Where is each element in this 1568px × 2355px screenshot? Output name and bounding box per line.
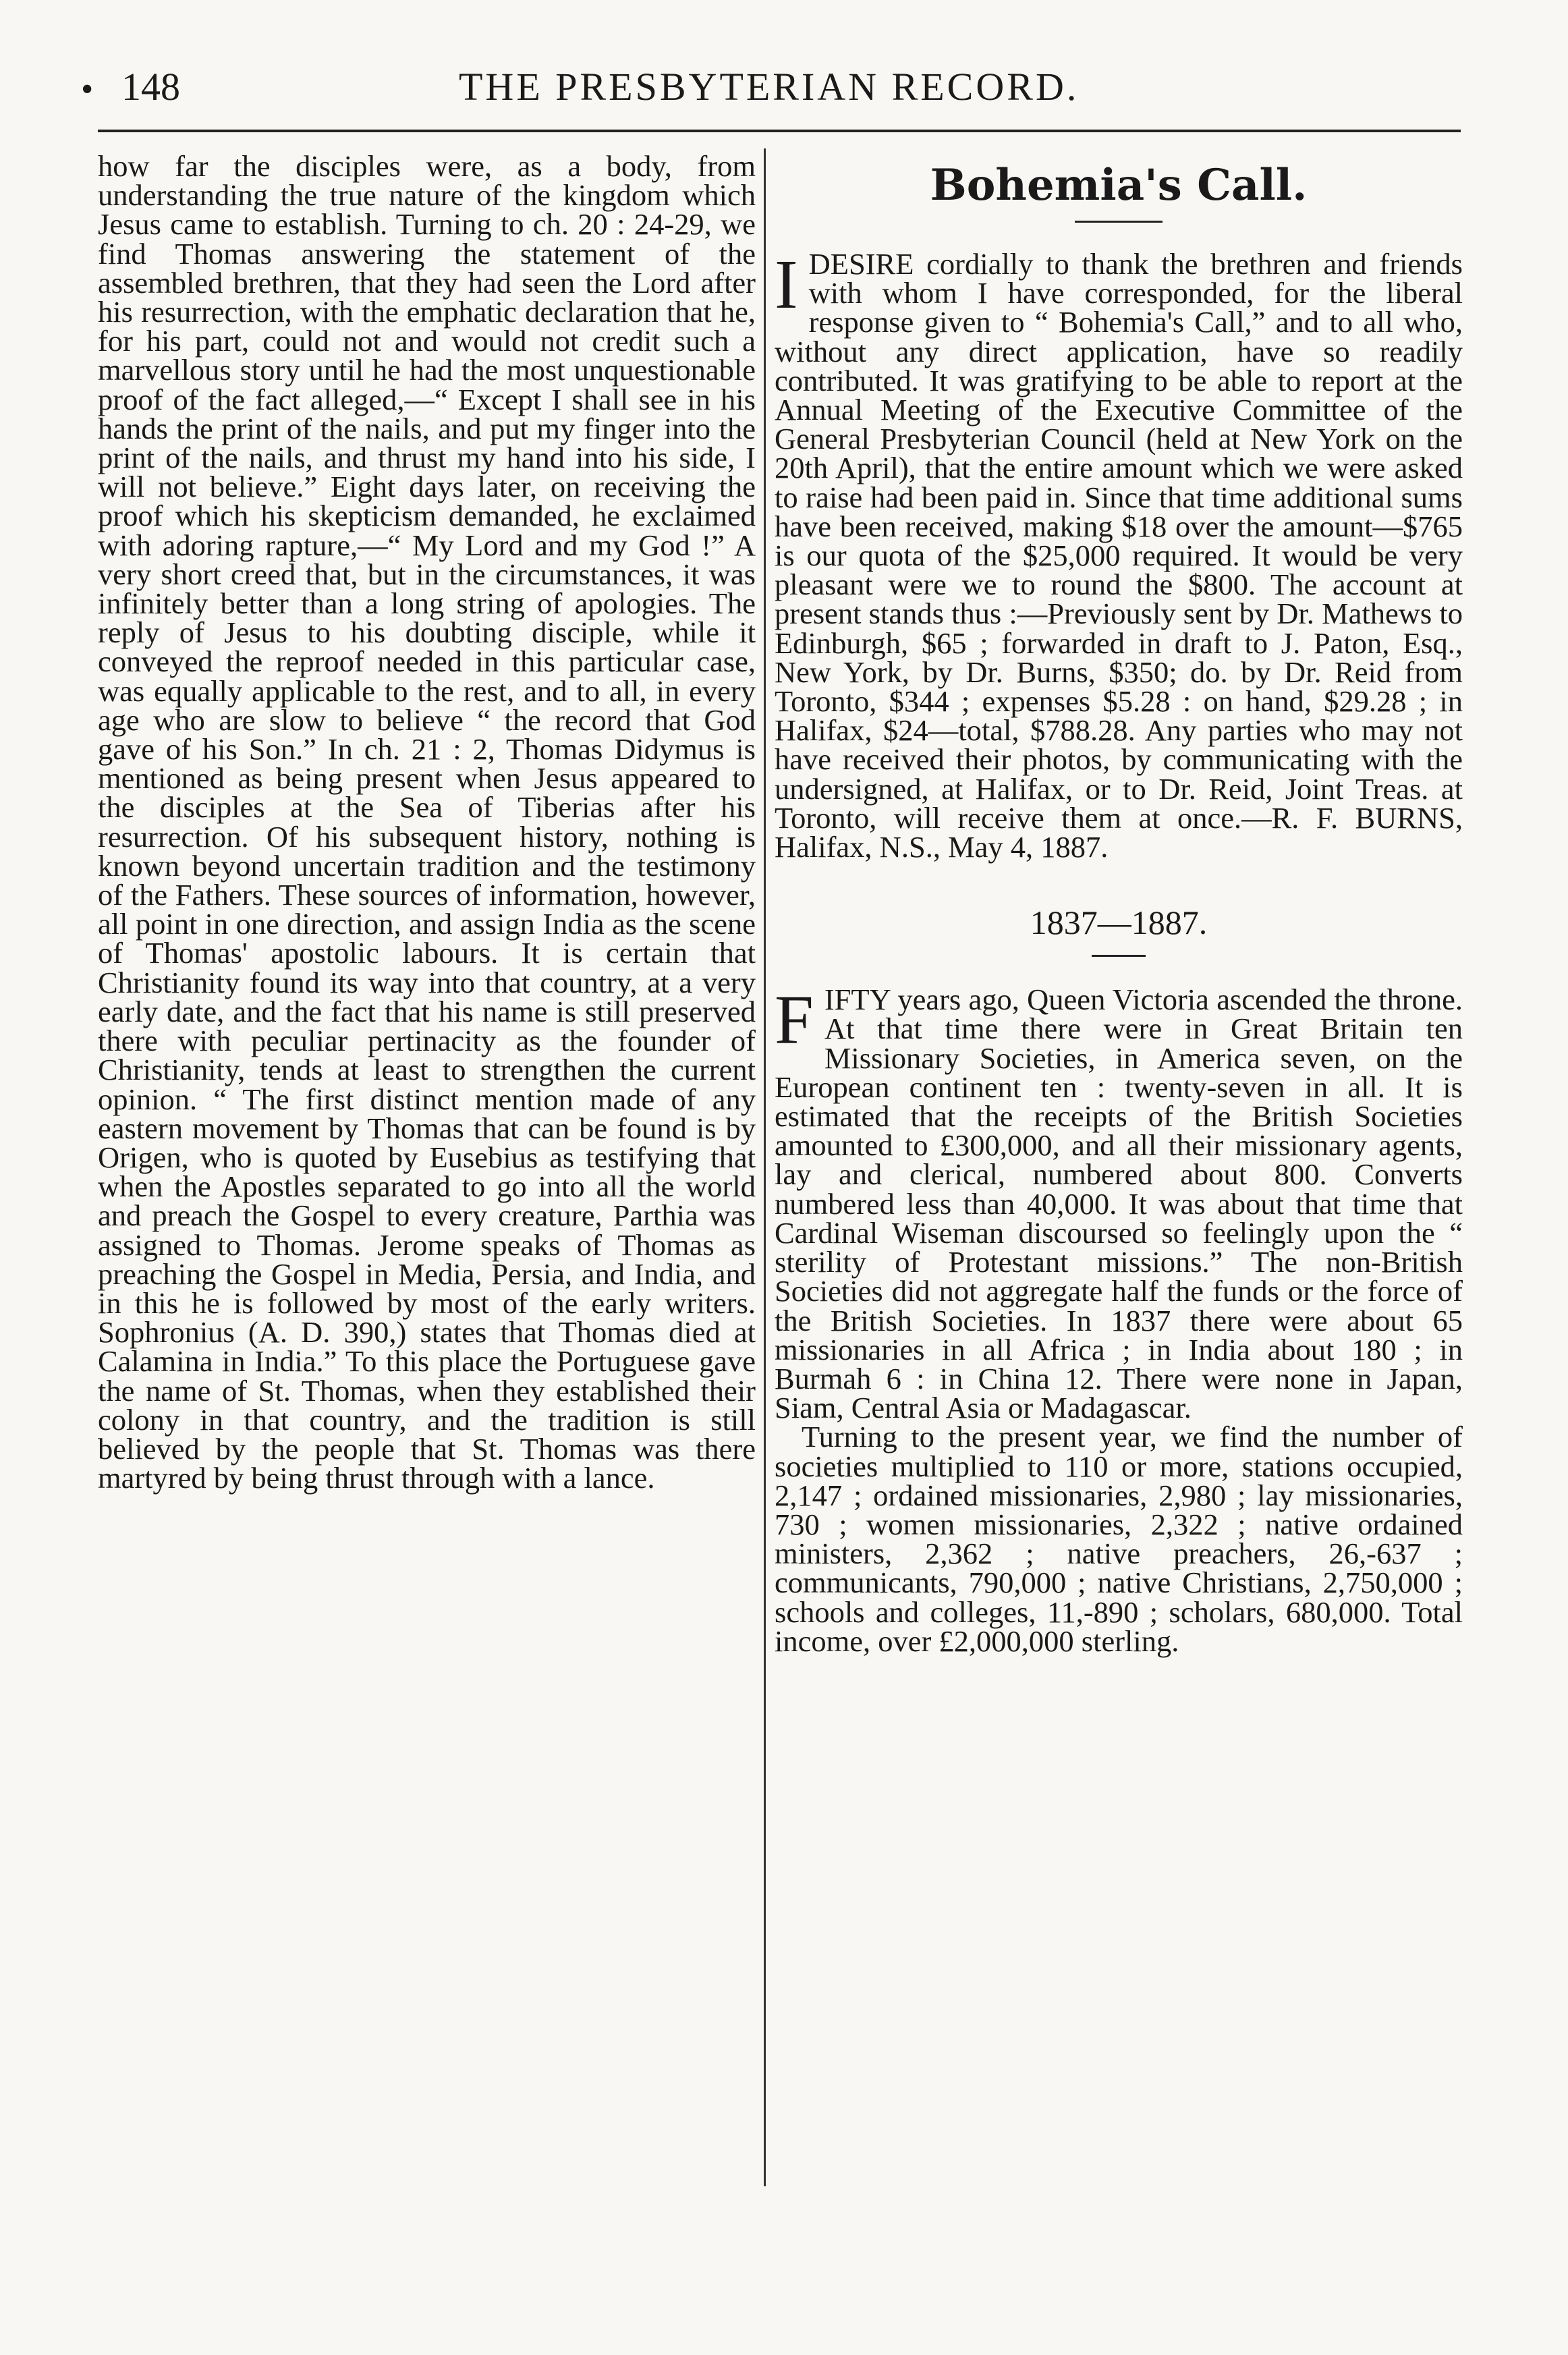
running-title: THE PRESBYTERIAN RECORD. xyxy=(459,65,1080,109)
page-number: 148 xyxy=(121,65,180,109)
jubilee-dropcap: F xyxy=(775,981,814,1059)
bohemia-paragraph xyxy=(775,246,1463,864)
left-column xyxy=(98,149,756,1495)
bohemia-dropcap: I xyxy=(775,246,798,323)
jubilee-title-rule xyxy=(1092,955,1146,957)
jubilee-paragraph-2: Turning to the present year, we find the number of societies multiplied to 110 or more, stations occupied, 2,147 ; ordained missionaries, 2,980 ; lay missionaries, 730 ; women missionaries, 2,322 ; native ordained ministers, 2,362 ; native preachers, 26,-637 ; communicants, 790,000 ; native Christians, 2,750,000 ; schools and colleges, 11,-890 ; scholars, 680,000. Total income, over £2,000,000 sterling. xyxy=(775,1420,1463,1658)
bohemia-title-rule xyxy=(1075,221,1163,223)
jubilee-paragraph-1 xyxy=(775,981,1463,1425)
jubilee-section-title: 1837—1887. xyxy=(1030,904,1208,942)
page-mark: • xyxy=(81,70,94,109)
bohemia-body: DESIRE cordially to thank the brethren and friends with whom I have corresponded, for the liberal response given to “ Bohemia's Call,” and to all who, without any direct application, have so readily contributed. It was gratifying to be able to report at the Annual Meeting of the Executive Committee of the General Presbyterian Council (held at New York on the 20th April), that the entire amount which we were asked to raise had been paid in. Since that time additional sums have been received, making $18 over the amount—$765 is our quota of the $25,000 required. It would be very pleasant were we to round the $800. The account at present stands thus :—Previously sent by Dr. Mathews to Edinburgh, $65 ; forwarded in draft to J. Paton, Esq., New York, by Dr. Burns, $350; do. by Dr. Reid from Toronto, $344 ; expenses $5.28 : on hand, $29.28 ; in Halifax, $24—total, $788.28. Any parties who may not have received their photos, by communicating with the undersigned, at Halifax, or to Dr. Reid, Joint Treas. at Toronto, will receive them at once.—R. F. BURNS, Halifax, N.S., May 4, 1887. xyxy=(775,247,1463,864)
left-column-paragraph: how far the disciples were, as a body, from understanding the true nature of the kingdom which Jesus came to establish. Turning to ch. 20 : 24-29, we find Thomas answering the statement of the assembled brethren, that they had seen the Lord after his resurrection, with the emphatic declaration that he, for his part, could not and would not credit such a marvellous story until he had the most unquestionable proof of the fact alleged,—“ Except I shall see in his hands the print of the nails, and put my finger into the print of the nails, and thrust my hand into his side, I will not believe.” Eight days later, on receiving the proof which his skepticism demanded, he exclaimed with adoring rapture,—“ My Lord and my God !” A very short creed that, but in the circumstances, it was infinitely better than a long string of apologies. The reply of Jesus to his doubting disciple, while it conveyed the reproof needed in this particular case, was equally applicable to the rest, and to all, in every age who are slow to believe “ the record that God gave of his Son.” In ch. 21 : 2, Thomas Didymus is mentioned as being present when Jesus appeared to the disciples at the Sea of Tiberias after his resurrection. Of his subsequent history, nothing is known beyond uncertain tradition and the testimony of the Fathers. These sources of information, however, all point in one direction, and assign India as the scene of Thomas' apostolic labours. It is certain that Christianity found its way into that country, at a very early date, and the fact that his name is still preserved there with peculiar pertinacity as the founder of Christianity, tends at least to strengthen the current opinion. “ The first distinct mention made of any eastern movement by Thomas that can be found is by Origen, who is quoted by Eusebius as testifying that when the Apostles separated to go into all the world and preach the Gospel to every creature, Parthia was assigned to Thomas. Jerome speaks of Thomas as preaching the Gospel in Media, Persia, and India, and in this he is followed by most of the early writers. Sophronius (A. D. 390,) states that Thomas died at Calamina in India.” To this place the Portuguese gave the name of St. Thomas, when they established their colony in that country, and the tradition is still believed by the people that St. Thomas was there martyred by being thrust through with a lance. xyxy=(98,149,756,1495)
column-divider xyxy=(764,148,766,2186)
jubilee-body-1: IFTY years ago, Queen Victoria ascended the throne. At that time there were in Great Britain ten Missionary Societies, in America seven, on the European continent ten : twenty-seven in all. It is estimated that the receipts of the British Societies amounted to £300,000, and all their missionary agents, lay and clerical, numbered about 800. Converts numbered less than 40,000. It was about that time that Cardinal Wiseman discoursed so feelingly upon the “ sterility of Protestant missions.” The non-British Societies did not aggregate half the funds or the force of the British Societies. In 1837 there were about 65 missionaries in all Africa ; in India about 180 ; in Burmah 6 : in China 12. There were none in Japan, Siam, Central Asia or Madagascar. xyxy=(775,982,1463,1425)
bohemia-section-title: Bohemia's Call. xyxy=(930,160,1308,211)
header-rule xyxy=(98,130,1461,132)
page-header xyxy=(81,64,1471,111)
right-column xyxy=(775,152,1463,1656)
